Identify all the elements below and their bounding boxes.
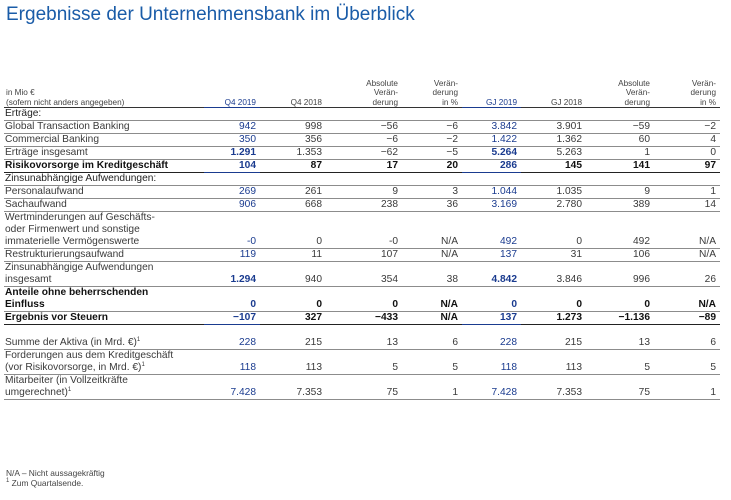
row-label-line xyxy=(5,350,202,362)
value-cell: 998 xyxy=(260,121,326,134)
value-cell: 1.291 xyxy=(204,147,260,160)
value-cell: 269 xyxy=(204,186,260,199)
value-cell: 38 xyxy=(402,262,462,287)
label-text: Commercial Banking xyxy=(5,134,99,145)
value-cell: −62 xyxy=(326,147,402,160)
spacer-cell xyxy=(586,325,654,338)
value-cell xyxy=(402,173,462,186)
value-cell: 668 xyxy=(260,199,326,212)
table-row xyxy=(4,186,720,199)
value-cell: 389 xyxy=(586,199,654,212)
label-text: Ergebnis vor Steuern xyxy=(5,312,109,323)
value-cell: 118 xyxy=(204,350,260,375)
value-cell: 492 xyxy=(462,212,521,249)
value-cell: 0 xyxy=(521,212,586,249)
value-cell: 20 xyxy=(402,160,462,173)
results-table xyxy=(4,70,720,400)
value-cell: 354 xyxy=(326,262,402,287)
row-label xyxy=(4,186,204,199)
value-cell: 119 xyxy=(204,249,260,262)
row-label xyxy=(4,108,204,121)
value-cell: 1.294 xyxy=(204,262,260,287)
section-row xyxy=(4,173,720,186)
row-label-line xyxy=(5,299,202,311)
label-text: oder Firmenwert und sonstige xyxy=(5,224,140,235)
label-text: Anteile ohne beherrschenden xyxy=(5,287,149,298)
value-cell: 60 xyxy=(586,134,654,147)
row-label xyxy=(4,121,204,134)
col-gj-2018: GJ 2018 xyxy=(521,70,586,108)
value-cell: 97 xyxy=(654,160,720,173)
value-cell: 5.263 xyxy=(521,147,586,160)
value-cell: 0 xyxy=(462,287,521,312)
row-label-line xyxy=(5,262,202,274)
value-cell: −2 xyxy=(402,134,462,147)
col-abs-change-year xyxy=(586,70,654,108)
table-row xyxy=(4,312,720,325)
value-cell xyxy=(326,173,402,186)
footnote-ref: 1 xyxy=(136,337,141,343)
value-cell: 1.362 xyxy=(521,134,586,147)
row-label xyxy=(4,199,204,212)
label-text: Erträge: xyxy=(5,108,42,119)
value-cell: 228 xyxy=(462,337,521,350)
footnotes xyxy=(6,468,105,488)
value-cell: N/A xyxy=(402,249,462,262)
value-cell: 492 xyxy=(586,212,654,249)
value-cell: 238 xyxy=(326,199,402,212)
value-cell xyxy=(586,173,654,186)
value-cell: 3.169 xyxy=(462,199,521,212)
value-cell xyxy=(462,173,521,186)
table-row xyxy=(4,337,720,350)
table-row xyxy=(4,160,720,173)
value-cell: -0 xyxy=(204,212,260,249)
value-cell: 36 xyxy=(402,199,462,212)
row-label-line xyxy=(5,287,202,299)
value-cell: 14 xyxy=(654,199,720,212)
value-cell: -0 xyxy=(326,212,402,249)
value-cell: 2.780 xyxy=(521,199,586,212)
value-cell: 137 xyxy=(462,312,521,325)
footnote-na: N/A – Nicht aussagekräftig xyxy=(6,468,105,478)
value-cell: 6 xyxy=(402,337,462,350)
value-cell xyxy=(586,108,654,121)
header-line: derung xyxy=(372,97,398,107)
value-cell: 6 xyxy=(654,337,720,350)
value-cell: 9 xyxy=(326,186,402,199)
value-cell: 5 xyxy=(654,350,720,375)
table-row xyxy=(4,262,720,287)
spacer-cell xyxy=(654,325,720,338)
value-cell xyxy=(654,173,720,186)
value-cell: −2 xyxy=(654,121,720,134)
row-label-line xyxy=(5,224,202,236)
footnote-text: Zum Quartalsende. xyxy=(11,478,84,488)
value-cell: 3.842 xyxy=(462,121,521,134)
spacer-cell xyxy=(462,325,521,338)
row-label xyxy=(4,249,204,262)
row-label xyxy=(4,350,204,375)
label-text: Global Transaction Banking xyxy=(5,121,130,132)
value-cell: N/A xyxy=(402,312,462,325)
value-cell: 0 xyxy=(326,287,402,312)
value-cell: −59 xyxy=(586,121,654,134)
table-row xyxy=(4,199,720,212)
header-line: Verän- xyxy=(625,88,650,97)
value-cell: 11 xyxy=(260,249,326,262)
value-cell: 17 xyxy=(326,160,402,173)
row-label-line xyxy=(5,362,202,374)
value-cell: N/A xyxy=(654,249,720,262)
value-cell: 31 xyxy=(521,249,586,262)
value-cell: 113 xyxy=(521,350,586,375)
label-text: (vor Risikovorsorge, in Mrd. €) xyxy=(5,362,142,373)
value-cell: −433 xyxy=(326,312,402,325)
label-text: umgerechnet) xyxy=(5,387,68,398)
value-cell: 3.901 xyxy=(521,121,586,134)
unit-header xyxy=(4,70,204,108)
value-cell: 9 xyxy=(586,186,654,199)
table-row xyxy=(4,212,720,249)
label-text: Restrukturierungsaufwand xyxy=(5,249,124,260)
value-cell: 13 xyxy=(586,337,654,350)
footnote-mark: 1 xyxy=(6,478,10,484)
value-cell: N/A xyxy=(654,287,720,312)
row-label-line xyxy=(5,236,202,248)
section-row xyxy=(4,108,720,121)
label-text: Zinsunabhängige Aufwendungen: xyxy=(5,173,157,184)
value-cell: N/A xyxy=(402,287,462,312)
value-cell xyxy=(204,173,260,186)
value-cell: 4 xyxy=(654,134,720,147)
header-line: Absolute xyxy=(366,78,398,88)
col-q4-2018: Q4 2018 xyxy=(260,70,326,108)
table-row xyxy=(4,147,720,160)
page-title: Ergebnisse der Unternehmensbank im Überblick xyxy=(6,4,415,25)
value-cell: 327 xyxy=(260,312,326,325)
row-label-line xyxy=(5,274,202,286)
row-label xyxy=(4,375,204,400)
spacer-cell xyxy=(260,325,326,338)
label-text: Wertminderungen auf Geschäfts- xyxy=(5,212,155,223)
table-row xyxy=(4,287,720,312)
value-cell: 118 xyxy=(462,350,521,375)
table-row xyxy=(4,249,720,262)
value-cell: 113 xyxy=(260,350,326,375)
label-text: Risikovorsorge im Kreditgeschäft xyxy=(5,160,169,171)
value-cell: 215 xyxy=(260,337,326,350)
header-line: derung xyxy=(432,88,458,97)
value-cell: 0 xyxy=(521,287,586,312)
row-label-line xyxy=(5,387,202,399)
value-cell: 3.846 xyxy=(521,262,586,287)
spacer-cell xyxy=(326,325,402,338)
value-cell: 7.428 xyxy=(462,375,521,400)
label-text: Sachaufwand xyxy=(5,199,67,210)
value-cell: 137 xyxy=(462,249,521,262)
table-header-row xyxy=(4,70,720,108)
value-cell: 1.353 xyxy=(260,147,326,160)
value-cell xyxy=(204,108,260,121)
row-label xyxy=(4,312,204,325)
label-text: Erträge insgesamt xyxy=(5,147,88,158)
value-cell: 0 xyxy=(654,147,720,160)
value-cell: 996 xyxy=(586,262,654,287)
value-cell: 356 xyxy=(260,134,326,147)
value-cell: N/A xyxy=(654,212,720,249)
label-text: Mitarbeiter (in Vollzeitkräfte xyxy=(5,375,128,386)
value-cell: 1 xyxy=(402,375,462,400)
spacer-row xyxy=(4,325,720,338)
table-row xyxy=(4,375,720,400)
value-cell: 1.044 xyxy=(462,186,521,199)
value-cell: 87 xyxy=(260,160,326,173)
header-line: derung xyxy=(624,97,650,107)
col-gj-2019: GJ 2019 xyxy=(462,70,521,108)
value-cell: 7.353 xyxy=(260,375,326,400)
value-cell: 0 xyxy=(586,287,654,312)
value-cell: −1.136 xyxy=(586,312,654,325)
row-label xyxy=(4,262,204,287)
value-cell xyxy=(462,108,521,121)
label-text: immaterielle Vermögenswerte xyxy=(5,236,140,247)
value-cell: 4.842 xyxy=(462,262,521,287)
unit-note: (sofern nicht anders angegeben) xyxy=(6,97,125,107)
value-cell: 13 xyxy=(326,337,402,350)
spacer-cell xyxy=(521,325,586,338)
value-cell: 145 xyxy=(521,160,586,173)
value-cell: 26 xyxy=(654,262,720,287)
value-cell xyxy=(402,108,462,121)
value-cell: 75 xyxy=(326,375,402,400)
header-line: Verän- xyxy=(433,78,458,88)
table-row xyxy=(4,350,720,375)
value-cell: 75 xyxy=(586,375,654,400)
value-cell: 350 xyxy=(204,134,260,147)
header-line: Verän- xyxy=(691,78,716,88)
value-cell: 5.264 xyxy=(462,147,521,160)
value-cell: −5 xyxy=(402,147,462,160)
unit-line: in Mio € xyxy=(6,88,35,97)
col-pct-change-year xyxy=(654,70,720,108)
label-text: Personalaufwand xyxy=(5,186,84,197)
col-q4-2019: Q4 2019 xyxy=(204,70,260,108)
row-label xyxy=(4,337,204,350)
value-cell: −6 xyxy=(402,121,462,134)
row-label-line xyxy=(5,212,202,224)
value-cell: 1 xyxy=(654,375,720,400)
value-cell: 1.273 xyxy=(521,312,586,325)
spacer-cell xyxy=(402,325,462,338)
value-cell: 106 xyxy=(586,249,654,262)
value-cell: −89 xyxy=(654,312,720,325)
spacer-cell xyxy=(4,325,204,338)
value-cell: 1.422 xyxy=(462,134,521,147)
label-text: Einfluss xyxy=(5,299,45,310)
value-cell: 1 xyxy=(654,186,720,199)
table-row xyxy=(4,134,720,147)
col-abs-change-quarter xyxy=(326,70,402,108)
row-label xyxy=(4,147,204,160)
row-label-line xyxy=(5,375,202,387)
table-row xyxy=(4,121,720,134)
row-label xyxy=(4,134,204,147)
value-cell: 107 xyxy=(326,249,402,262)
value-cell: N/A xyxy=(402,212,462,249)
value-cell: 3 xyxy=(402,186,462,199)
header-line: Absolute xyxy=(618,78,650,88)
value-cell: 0 xyxy=(260,287,326,312)
value-cell: −56 xyxy=(326,121,402,134)
value-cell: −107 xyxy=(204,312,260,325)
spacer-cell xyxy=(204,325,260,338)
header-line: Verän- xyxy=(373,88,398,97)
header-line: in % xyxy=(700,97,716,107)
value-cell xyxy=(654,108,720,121)
row-label xyxy=(4,212,204,249)
value-cell: 7.428 xyxy=(204,375,260,400)
value-cell: 1 xyxy=(586,147,654,160)
value-cell: 1.035 xyxy=(521,186,586,199)
value-cell xyxy=(326,108,402,121)
value-cell: 215 xyxy=(521,337,586,350)
value-cell: 5 xyxy=(402,350,462,375)
value-cell xyxy=(260,173,326,186)
value-cell: 228 xyxy=(204,337,260,350)
label-text: insgesamt xyxy=(5,274,52,285)
row-label xyxy=(4,287,204,312)
value-cell xyxy=(521,173,586,186)
header-line: derung xyxy=(690,88,716,97)
value-cell: 141 xyxy=(586,160,654,173)
label-text: Forderungen aus dem Kreditgeschäft xyxy=(5,350,174,361)
value-cell: 286 xyxy=(462,160,521,173)
header-line: in % xyxy=(442,97,458,107)
footnote-1 xyxy=(6,478,105,488)
value-cell: 104 xyxy=(204,160,260,173)
col-pct-change-quarter xyxy=(402,70,462,108)
row-label xyxy=(4,160,204,173)
footnote-ref: 1 xyxy=(67,387,72,393)
value-cell: 261 xyxy=(260,186,326,199)
value-cell: 942 xyxy=(204,121,260,134)
label-text: Zinsunabhängige Aufwendungen xyxy=(5,262,154,273)
value-cell: −6 xyxy=(326,134,402,147)
value-cell xyxy=(260,108,326,121)
row-label xyxy=(4,173,204,186)
table-body xyxy=(4,108,720,400)
value-cell: 940 xyxy=(260,262,326,287)
value-cell: 0 xyxy=(204,287,260,312)
value-cell: 7.353 xyxy=(521,375,586,400)
value-cell: 0 xyxy=(260,212,326,249)
footnote-ref: 1 xyxy=(141,362,145,368)
value-cell: 906 xyxy=(204,199,260,212)
value-cell: 5 xyxy=(326,350,402,375)
label-text: Summe der Aktiva (in Mrd. €) xyxy=(5,337,137,348)
value-cell xyxy=(521,108,586,121)
value-cell: 5 xyxy=(586,350,654,375)
